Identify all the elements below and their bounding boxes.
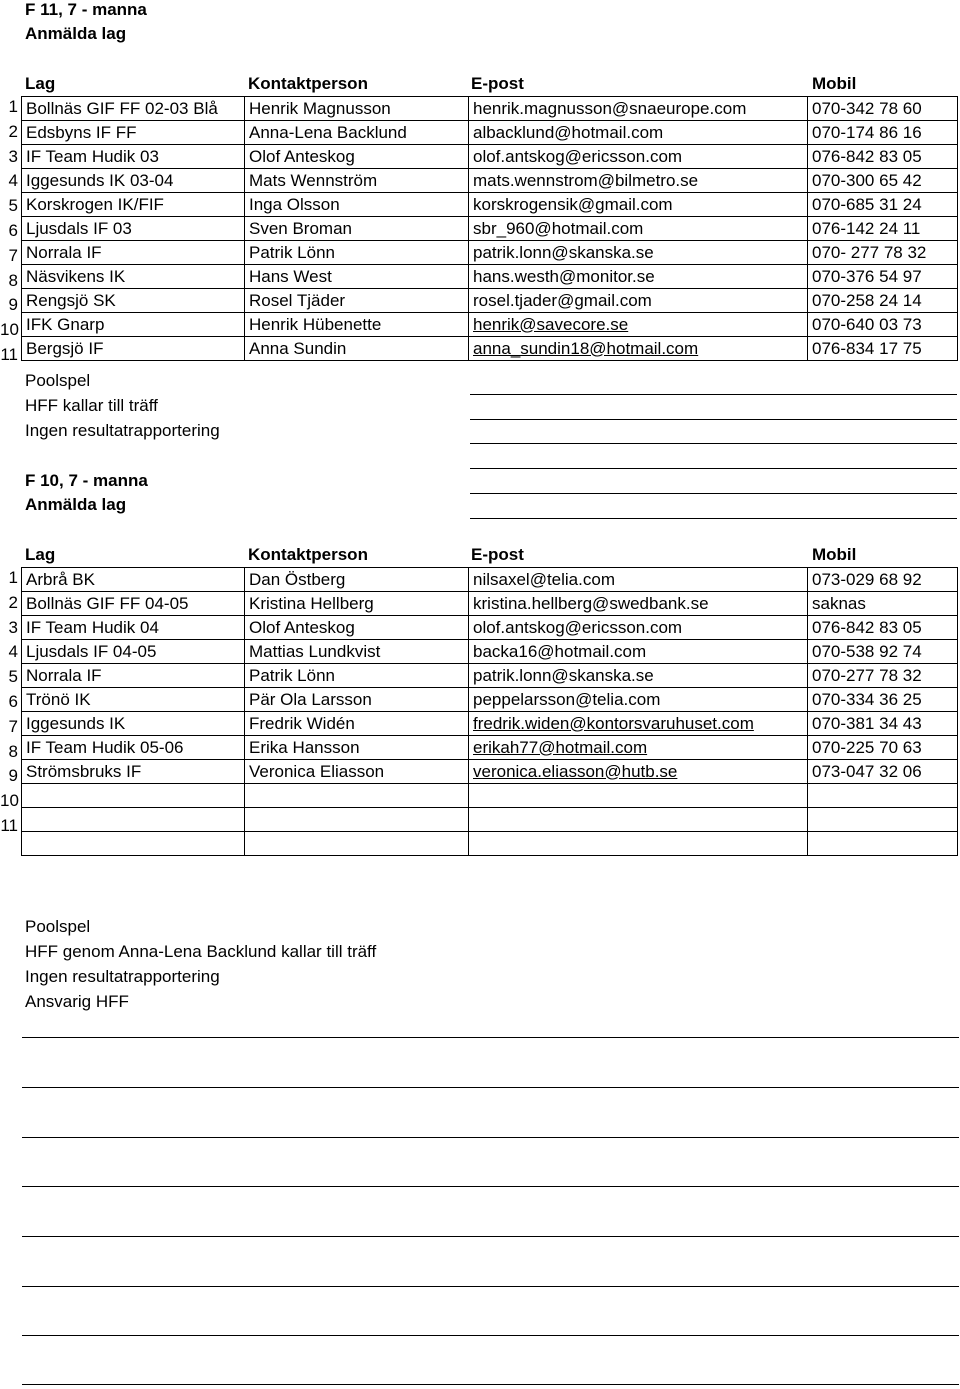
row-number: 8 — [8, 270, 18, 290]
team-cell: Rengsjö SK — [22, 289, 245, 313]
row-number: 3 — [8, 146, 18, 166]
email-cell[interactable] — [469, 832, 808, 856]
email-cell[interactable]: sbr_960@hotmail.com — [469, 217, 808, 241]
team-cell: IFK Gnarp — [22, 313, 245, 337]
phone-cell: 070-685 31 24 — [808, 193, 958, 217]
row-number: 5 — [8, 667, 18, 687]
contact-cell: Olof Anteskog — [245, 616, 469, 640]
contact-cell: Pär Ola Larsson — [245, 688, 469, 712]
phone-cell: 070-334 36 25 — [808, 688, 958, 712]
table-row — [22, 265, 958, 289]
table-row — [22, 712, 958, 736]
section2-title: F 10, 7 - manna — [25, 471, 148, 490]
contact-cell — [245, 784, 469, 808]
blank-line — [470, 518, 957, 519]
team-cell: Strömsbruks IF — [22, 760, 245, 784]
blank-line — [22, 1384, 959, 1385]
team-cell: IF Team Hudik 04 — [22, 616, 245, 640]
section2-header-lag: Lag — [25, 545, 56, 564]
team-cell: Norrala IF — [22, 664, 245, 688]
team-cell — [22, 832, 245, 856]
blank-line — [22, 1037, 959, 1038]
team-cell: Ljusdals IF 04-05 — [22, 640, 245, 664]
email-cell[interactable]: henrik.magnusson@snaeurope.com — [469, 97, 808, 121]
row-number: 8 — [8, 741, 18, 761]
row-number: 3 — [8, 617, 18, 637]
table-row — [22, 289, 958, 313]
contact-cell: Olof Anteskog — [245, 145, 469, 169]
row-number: 4 — [8, 171, 18, 191]
section1-note: HFF kallar till träff — [25, 396, 158, 415]
section2-note: Ingen resultatrapportering — [25, 967, 220, 986]
email-cell[interactable]: veronica.eliasson@hutb.se — [469, 760, 808, 784]
table-row — [22, 832, 958, 856]
phone-cell: 070-538 92 74 — [808, 640, 958, 664]
contact-cell: Patrik Lönn — [245, 664, 469, 688]
table-row — [22, 121, 958, 145]
table-row — [22, 760, 958, 784]
table-row — [22, 193, 958, 217]
email-cell[interactable]: fredrik.widen@kontorsvaruhuset.com — [469, 712, 808, 736]
blank-line — [470, 468, 957, 469]
table-row — [22, 736, 958, 760]
section1-title: F 11, 7 - manna — [25, 0, 147, 19]
contact-cell: Sven Broman — [245, 217, 469, 241]
row-number: 9 — [8, 766, 18, 786]
phone-cell: 070-258 24 14 — [808, 289, 958, 313]
phone-cell: 070-640 03 73 — [808, 313, 958, 337]
blank-line — [22, 1137, 959, 1138]
phone-cell — [808, 832, 958, 856]
team-cell: Bollnäs GIF FF 04-05 — [22, 592, 245, 616]
contact-cell: Erika Hansson — [245, 736, 469, 760]
phone-cell: 070-342 78 60 — [808, 97, 958, 121]
row-number: 10 — [0, 791, 19, 811]
blank-line — [470, 443, 957, 444]
row-number: 1 — [8, 568, 18, 587]
table-row — [22, 337, 958, 361]
row-number: 2 — [8, 121, 18, 141]
blank-line — [22, 1186, 959, 1187]
blank-line — [470, 394, 957, 395]
row-number: 10 — [0, 320, 19, 340]
team-cell — [22, 784, 245, 808]
email-cell[interactable]: rosel.tjader@gmail.com — [469, 289, 808, 313]
table-row — [22, 217, 958, 241]
phone-cell: 076-842 83 05 — [808, 616, 958, 640]
team-cell: Bergsjö IF — [22, 337, 245, 361]
email-cell[interactable]: mats.wennstrom@bilmetro.se — [469, 169, 808, 193]
team-cell: Norrala IF — [22, 241, 245, 265]
section2-note: HFF genom Anna-Lena Backlund kallar till träff — [25, 942, 377, 961]
contact-cell: Dan Östberg — [245, 568, 469, 592]
section2-header-mobil: Mobil — [812, 545, 857, 564]
team-cell: Arbrå BK — [22, 568, 245, 592]
contact-cell: Veronica Eliasson — [245, 760, 469, 784]
phone-cell: 070-300 65 42 — [808, 169, 958, 193]
section1-note: Ingen resultatrapportering — [25, 421, 220, 440]
email-cell[interactable]: anna_sundin18@hotmail.com — [469, 337, 808, 361]
contact-cell: Henrik Magnusson — [245, 97, 469, 121]
team-cell: IF Team Hudik 05-06 — [22, 736, 245, 760]
blank-line — [22, 1087, 959, 1088]
blank-line — [470, 419, 957, 420]
row-number: 7 — [8, 245, 18, 265]
table-row — [22, 241, 958, 265]
contact-cell: Anna Sundin — [245, 337, 469, 361]
phone-cell: 076-842 83 05 — [808, 145, 958, 169]
email-cell[interactable]: backa16@hotmail.com — [469, 640, 808, 664]
section2-note: Poolspel — [25, 917, 91, 936]
section2-table — [21, 567, 958, 856]
table-row — [22, 640, 958, 664]
section1-header-epost: E-post — [471, 74, 524, 93]
team-cell: Näsvikens IK — [22, 265, 245, 289]
phone-cell: 076-834 17 75 — [808, 337, 958, 361]
team-cell: Edsbyns IF FF — [22, 121, 245, 145]
phone-cell: 070-174 86 16 — [808, 121, 958, 145]
team-cell: Iggesunds IK 03-04 — [22, 169, 245, 193]
table-row — [22, 568, 958, 592]
phone-cell — [808, 784, 958, 808]
phone-cell: 073-029 68 92 — [808, 568, 958, 592]
section1-subtitle: Anmälda lag — [25, 24, 127, 43]
section2-header-epost: E-post — [471, 545, 524, 564]
contact-cell — [245, 832, 469, 856]
section2-header-kontaktperson: Kontaktperson — [248, 545, 368, 564]
table-row — [22, 808, 958, 832]
team-cell: Bollnäs GIF FF 02-03 Blå — [22, 97, 245, 121]
blank-line — [22, 1236, 959, 1237]
phone-cell — [808, 808, 958, 832]
row-number: 11 — [0, 816, 18, 835]
section1-table — [21, 96, 958, 361]
team-cell: Trönö IK — [22, 688, 245, 712]
table-row — [22, 145, 958, 169]
team-cell: Ljusdals IF 03 — [22, 217, 245, 241]
phone-cell: saknas — [808, 592, 958, 616]
email-cell[interactable]: patrik.lonn@skanska.se — [469, 241, 808, 265]
section1-header-kontaktperson: Kontaktperson — [248, 74, 368, 93]
table-row — [22, 616, 958, 640]
section2-subtitle: Anmälda lag — [25, 495, 127, 514]
section1-note: Poolspel — [25, 371, 91, 390]
contact-cell: Anna-Lena Backlund — [245, 121, 469, 145]
table-row — [22, 169, 958, 193]
contact-cell: Inga Olsson — [245, 193, 469, 217]
email-cell[interactable]: korskrogensik@gmail.com — [469, 193, 808, 217]
contact-cell — [245, 808, 469, 832]
phone-cell: 070-381 34 43 — [808, 712, 958, 736]
table-row — [22, 97, 958, 121]
contact-cell: Rosel Tjäder — [245, 289, 469, 313]
email-cell[interactable] — [469, 808, 808, 832]
blank-line — [22, 1335, 959, 1336]
team-cell: Iggesunds IK — [22, 712, 245, 736]
row-number: 5 — [8, 196, 18, 216]
phone-cell: 073-047 32 06 — [808, 760, 958, 784]
phone-cell: 070-225 70 63 — [808, 736, 958, 760]
email-cell[interactable] — [469, 784, 808, 808]
contact-cell: Hans West — [245, 265, 469, 289]
row-number: 11 — [0, 345, 18, 364]
email-cell[interactable]: peppelarsson@telia.com — [469, 688, 808, 712]
contact-cell: Patrik Lönn — [245, 241, 469, 265]
section1-header-lag: Lag — [25, 74, 56, 93]
row-number: 2 — [8, 592, 18, 612]
email-cell[interactable]: kristina.hellberg@swedbank.se — [469, 592, 808, 616]
phone-cell: 076-142 24 11 — [808, 217, 958, 241]
blank-line — [22, 1286, 959, 1287]
table-row — [22, 592, 958, 616]
table-row — [22, 313, 958, 337]
email-cell[interactable]: olof.antskog@ericsson.com — [469, 616, 808, 640]
email-cell[interactable]: nilsaxel@telia.com — [469, 568, 808, 592]
team-cell: IF Team Hudik 03 — [22, 145, 245, 169]
email-cell[interactable]: henrik@savecore.se — [469, 313, 808, 337]
phone-cell: 070-277 78 32 — [808, 664, 958, 688]
contact-cell: Fredrik Widén — [245, 712, 469, 736]
blank-line — [470, 493, 957, 494]
team-cell — [22, 808, 245, 832]
phone-cell: 070-376 54 97 — [808, 265, 958, 289]
row-number: 6 — [8, 221, 18, 240]
email-cell[interactable]: albacklund@hotmail.com — [469, 121, 808, 145]
contact-cell: Mattias Lundkvist — [245, 640, 469, 664]
row-number: 7 — [8, 716, 18, 736]
row-number: 9 — [8, 295, 18, 315]
table-row — [22, 688, 958, 712]
table-row — [22, 784, 958, 808]
email-cell[interactable]: patrik.lonn@skanska.se — [469, 664, 808, 688]
section2-note: Ansvarig HFF — [25, 992, 129, 1011]
phone-cell: 070- 277 78 32 — [808, 241, 958, 265]
row-number: 1 — [8, 97, 18, 116]
email-cell[interactable]: hans.westh@monitor.se — [469, 265, 808, 289]
contact-cell: Henrik Hübenette — [245, 313, 469, 337]
contact-cell: Kristina Hellberg — [245, 592, 469, 616]
email-cell[interactable]: erikah77@hotmail.com — [469, 736, 808, 760]
table-row — [22, 664, 958, 688]
email-cell[interactable]: olof.antskog@ericsson.com — [469, 145, 808, 169]
row-number: 4 — [8, 642, 18, 662]
team-cell: Korskrogen IK/FIF — [22, 193, 245, 217]
contact-cell: Mats Wennström — [245, 169, 469, 193]
row-number: 6 — [8, 692, 18, 711]
section1-header-mobil: Mobil — [812, 74, 857, 93]
